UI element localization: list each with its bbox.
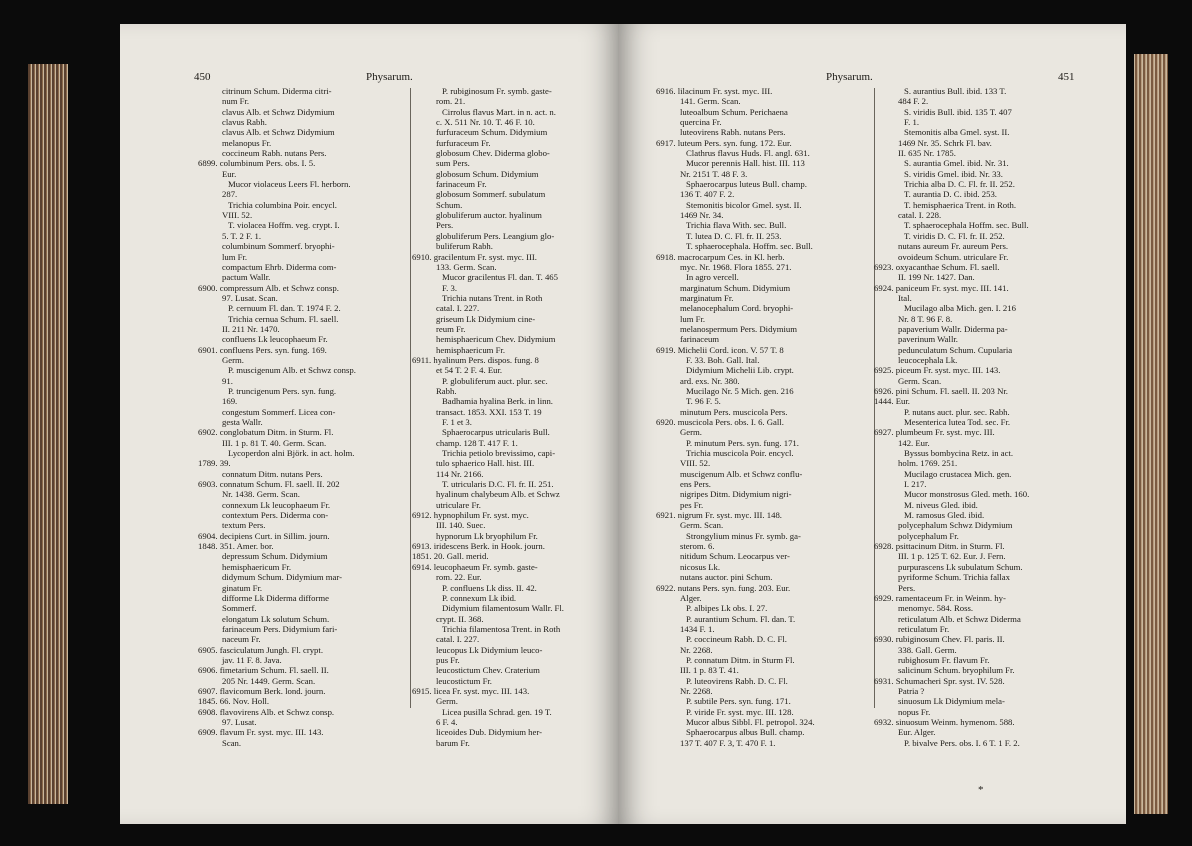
text-line: In agro vercell. bbox=[686, 272, 739, 283]
text-line: buliferum Rabh. bbox=[436, 241, 493, 252]
text-line: 6906. fimetarium Schum. Fl. saell. II. bbox=[198, 665, 329, 676]
text-line: 6918. macrocarpum Ces. in Kl. herb. bbox=[656, 251, 785, 262]
text-line: T. 96 F. 5. bbox=[686, 396, 721, 407]
text-line: 6907. flavicomum Berk. lond. journ. bbox=[198, 685, 326, 696]
text-line: rom. 22. Eur. bbox=[436, 572, 482, 583]
text-line: Clathrus flavus Huds. Fl. angl. 631. bbox=[686, 148, 810, 159]
text-line: Mucor monstrosus Gled. meth. 160. bbox=[904, 489, 1030, 500]
text-line: III. 1 p. 125 T. 62. Eur. J. Fern. bbox=[898, 551, 1006, 562]
text-line: 1848. 351. Amer. bor. bbox=[198, 541, 274, 552]
text-line: didymum Schum. Didymium mar- bbox=[222, 572, 342, 583]
text-line: Germ. bbox=[222, 354, 244, 365]
text-line: P. muscigenum Alb. et Schwz consp. bbox=[228, 365, 356, 376]
text-line: gesta Wallr. bbox=[222, 417, 263, 427]
text-line: 6931. Schumacheri Spr. syst. IV. 528. bbox=[874, 675, 1005, 686]
text-line: T. lutea D. C. Fl. fr. II. 253. bbox=[686, 230, 782, 241]
text-line: minutum Pers. muscicola Pers. bbox=[680, 406, 788, 417]
text-line: F. 1 et 3. bbox=[442, 417, 472, 427]
text-line: 205 Nr. 1449. Germ. Scan. bbox=[222, 675, 316, 686]
text-line: Stemonitis alba Gmel. syst. II. bbox=[904, 127, 1010, 138]
text-line: 114 Nr. 2166. bbox=[436, 468, 484, 479]
text-line: globuliferum auctor. hyalinum bbox=[436, 210, 542, 221]
text-line: nutans aureum Fr. aureum Pers. bbox=[898, 241, 1009, 252]
text-line: nitidum Schum. Leocarpus ver- bbox=[680, 551, 790, 562]
text-line: hypnorum Lk bryophilum Fr. bbox=[436, 530, 538, 541]
text-line: Ital. bbox=[898, 292, 912, 303]
text-line: transact. 1853. XXI. 153 T. 19 bbox=[436, 406, 542, 417]
text-line: hemisphaericum Fr. bbox=[222, 561, 292, 572]
text-line: Nr. 2268. bbox=[680, 685, 713, 696]
text-line: clavus Rabh. bbox=[222, 117, 267, 128]
text-line: F. 1. bbox=[904, 117, 919, 128]
text-line: M. ramosus Gled. ibid. bbox=[904, 510, 985, 521]
text-line: P. confluens Lk diss. II. 42. bbox=[442, 582, 537, 593]
text-line: liceoides Dub. Didymium her- bbox=[436, 727, 542, 738]
text-line: Sphaerocarpus albus Bull. champ. bbox=[686, 727, 805, 738]
text-line: Germ. bbox=[436, 696, 458, 707]
text-line: Trichia muscicola Poir. encycl. bbox=[686, 448, 794, 459]
text-line: reticulatum Alb. et Schwz Diderma bbox=[898, 613, 1021, 624]
text-line: III. 1 p. 83 T. 41. bbox=[680, 665, 739, 676]
text-line: T. sphaerocephala Hoffm. sec. Bull. bbox=[904, 220, 1029, 231]
text-line: clavus Alb. et Schwz Didymium bbox=[222, 106, 335, 117]
text-line: II. 635 Nr. 1785. bbox=[898, 148, 956, 159]
left-page-edges bbox=[28, 64, 68, 804]
text-line: Patria ? bbox=[898, 685, 925, 696]
text-line: clavus Alb. et Schwz Didymium bbox=[222, 127, 335, 138]
text-line: 6903. connatum Schum. Fl. saell. II. 202 bbox=[198, 479, 340, 490]
text-line: Byssus bombycina Retz. in act. bbox=[904, 448, 1014, 459]
text-line: Eur. bbox=[222, 168, 237, 179]
text-line: muscigenum Alb. et Schwz conflu- bbox=[680, 468, 803, 479]
text-line: globosum Schum. Didymium bbox=[436, 168, 539, 179]
text-line: connatum Ditm. nutans Pers. bbox=[222, 468, 323, 479]
text-line: furfuraceum Schum. Didymium bbox=[436, 127, 548, 138]
text-line: Mucor violaceus Leers Fl. herborn. bbox=[228, 179, 351, 190]
text-line: T. viridis D. C. Fl. fr. II. 252. bbox=[904, 230, 1005, 241]
text-line: congestum Sommerf. Licea con- bbox=[222, 406, 336, 417]
text-line: 6913. iridescens Berk. in Hook. journ. bbox=[412, 541, 545, 552]
text-line: Didymium filamentosum Wallr. Fl. bbox=[442, 603, 564, 614]
text-line: luteovirens Rabh. nutans Pers. bbox=[680, 127, 786, 138]
text-line: 6 F. 4. bbox=[436, 716, 458, 727]
text-line: ginatum Fr. bbox=[222, 582, 263, 593]
right-page bbox=[618, 24, 1126, 824]
text-line: Lycoperdon alni Björk. in act. holm. bbox=[228, 448, 355, 459]
text-line: 6932. sinuosum Weinm. hymenom. 588. bbox=[874, 716, 1015, 727]
text-line: pes Fr. bbox=[680, 499, 704, 510]
text-line: catal. I. 228. bbox=[898, 210, 942, 221]
text-line: Mesenterica lutea Tod. sec. Fr. bbox=[904, 417, 1011, 427]
text-line: ens Pers. bbox=[680, 479, 711, 490]
text-line: Rabh. bbox=[436, 385, 457, 396]
text-line: textum Pers. bbox=[222, 520, 266, 531]
left-page bbox=[120, 24, 620, 824]
running-head-left: Physarum. bbox=[366, 71, 413, 83]
text-line: champ. 128 T. 417 F. 1. bbox=[436, 437, 518, 448]
text-line: S. viridis Gmel. ibid. Nr. 33. bbox=[904, 168, 1003, 179]
text-line: 1851. 20. Gall. merid. bbox=[412, 551, 489, 562]
right-page-column-1 bbox=[656, 86, 872, 748]
text-line: globosum Chev. Diderma globo- bbox=[436, 148, 550, 159]
text-line: Trichia columbina Poir. encycl. bbox=[228, 199, 337, 210]
text-line: Alger. bbox=[680, 592, 702, 603]
text-line: P. bivalve Pers. obs. I. 6 T. 1 F. 2. bbox=[904, 737, 1020, 748]
text-line: T. sphaerocephala. Hoffm. sec. Bull. bbox=[686, 241, 813, 252]
text-line: naceum Fr. bbox=[222, 634, 261, 645]
text-line: Mucilago alba Mich. gen. I. 216 bbox=[904, 303, 1016, 314]
text-line: difforme Lk Diderma difforme bbox=[222, 592, 330, 603]
text-line: 6904. decipiens Curt. in Sillim. journ. bbox=[198, 530, 330, 541]
text-line: quercina Fr. bbox=[680, 117, 722, 128]
text-line: 1469 Nr. 34. bbox=[680, 210, 724, 221]
text-line: myc. Nr. 1968. Flora 1855. 271. bbox=[680, 261, 792, 272]
text-line: pyriforme Schum. Trichia fallax bbox=[898, 572, 1010, 583]
text-line: 6905. fasciculatum Jungh. Fl. crypt. bbox=[198, 644, 323, 655]
text-line: P. albipes Lk obs. I. 27. bbox=[686, 603, 768, 614]
text-line: P. nutans auct. plur. sec. Rabh. bbox=[904, 406, 1010, 417]
text-line: III. 1 p. 81 T. 40. Germ. Scan. bbox=[222, 437, 327, 448]
text-line: 6911. hyalinum Pers. dispos. fung. 8 bbox=[412, 354, 539, 365]
text-line: papaverium Wallr. Diderma pa- bbox=[898, 323, 1008, 334]
text-line: 287. bbox=[222, 189, 238, 200]
text-line: 6902. conglobatum Ditm. in Sturm. Fl. bbox=[198, 427, 334, 438]
text-line: citrinum Schum. Diderma citri- bbox=[222, 86, 332, 96]
text-line: Eur. Alger. bbox=[898, 727, 936, 738]
text-line: 6914. leucophaeum Fr. symb. gaste- bbox=[412, 561, 538, 572]
text-line: 1434 F. 1. bbox=[680, 623, 715, 634]
text-line: Didymium Michelii Lib. crypt. bbox=[686, 365, 794, 376]
text-line: columbinum Sommerf. bryophi- bbox=[222, 241, 335, 252]
text-line: sum Pers. bbox=[436, 158, 470, 169]
text-line: Licea pusilla Schrad. gen. 19 T. bbox=[442, 706, 552, 717]
text-line: leucopus Lk Didymium leuco- bbox=[436, 644, 543, 655]
text-line: hemisphaericum Fr. bbox=[436, 344, 506, 355]
text-line: P. globuliferum auct. plur. sec. bbox=[442, 375, 548, 386]
text-line: Stemonitis bicolor Gmel. syst. II. bbox=[686, 199, 802, 210]
left-page-column-2 bbox=[412, 86, 612, 748]
text-line: holm. 1769. 251. bbox=[898, 458, 958, 469]
text-line: 6922. nutans Pers. syn. fung. 203. Eur. bbox=[656, 582, 791, 593]
text-line: Trichia flava With. sec. Bull. bbox=[686, 220, 787, 231]
text-line: P. cernuum Fl. dan. T. 1974 F. 2. bbox=[228, 303, 341, 314]
text-line: Schum. bbox=[436, 199, 463, 210]
text-line: 6919. Michelii Cord. icon. V. 57 T. 8 bbox=[656, 344, 784, 355]
text-line: ard. exs. Nr. 380. bbox=[680, 375, 740, 386]
text-line: nutans auctor. pini Schum. bbox=[680, 572, 773, 583]
text-line: 6901. confluens Pers. syn. fung. 169. bbox=[198, 344, 327, 355]
text-line: marginatum Fr. bbox=[680, 292, 734, 303]
text-line: S. viridis Bull. ibid. 135 T. 407 bbox=[904, 106, 1012, 117]
signature-mark: * bbox=[978, 784, 984, 796]
text-line: reum Fr. bbox=[436, 323, 466, 334]
text-line: T. aurantia D. C. ibid. 253. bbox=[904, 189, 997, 200]
text-line: I. 217. bbox=[904, 479, 927, 490]
text-line: catal. I. 227. bbox=[436, 634, 480, 645]
text-line: farinaceum Pers. Didymium fari- bbox=[222, 623, 338, 634]
text-line: purpurascens Lk subulatum Schum. bbox=[898, 561, 1023, 572]
text-line: S. aurantius Bull. ibid. 133 T. bbox=[904, 86, 1007, 96]
text-line: T. hemisphaerica Trent. in Roth. bbox=[904, 199, 1017, 210]
text-line: 6926. pini Schum. Fl. saell. II. 203 Nr. bbox=[874, 385, 1008, 396]
text-line: 6923. oxyacanthae Schum. Fl. saell. bbox=[874, 261, 1000, 272]
text-line: 6909. flavum Fr. syst. myc. III. 143. bbox=[198, 727, 324, 738]
text-line: P. subtile Pers. syn. fung. 171. bbox=[686, 696, 791, 707]
text-line: leucostictum Fr. bbox=[436, 675, 492, 686]
text-line: VIII. 52. bbox=[680, 458, 711, 469]
text-line: furfuraceum Fr. bbox=[436, 137, 491, 148]
text-line: Badhamia hyalina Berk. in linn. bbox=[442, 396, 553, 407]
text-line: T. violacea Hoffm. veg. crypt. I. bbox=[228, 220, 340, 231]
text-line: ovoideum Schum. utriculare Fr. bbox=[898, 251, 1009, 262]
text-line: Cirrolus flavus Mart. in n. act. n. bbox=[442, 106, 556, 117]
page-number-left: 450 bbox=[194, 71, 211, 83]
text-line: barum Fr. bbox=[436, 737, 470, 748]
text-line: Germ. bbox=[680, 427, 702, 438]
text-line: III. 140. Suec. bbox=[436, 520, 486, 531]
text-line: Nr. 2151 T. 48 F. 3. bbox=[680, 168, 748, 179]
text-line: Trichia filamentosa Trent. in Roth bbox=[442, 623, 561, 634]
text-line: 97. Lusat. bbox=[222, 716, 257, 727]
text-line: nicosus Lk. bbox=[680, 561, 721, 572]
text-line: 1469 Nr. 35. Schrk Fl. bav. bbox=[898, 137, 992, 148]
text-line: leucocephala Lk. bbox=[898, 354, 958, 365]
text-line: 133. Germ. Scan. bbox=[436, 261, 497, 272]
text-line: rom. 21. bbox=[436, 96, 466, 107]
text-line: 6928. psittacinum Ditm. in Sturm. Fl. bbox=[874, 541, 1005, 552]
page-number-right: 451 bbox=[1058, 71, 1075, 83]
text-line: 97. Lusat. Scan. bbox=[222, 292, 278, 303]
text-line: farinaceum bbox=[680, 334, 720, 345]
text-line: compactum Ehrb. Diderma com- bbox=[222, 261, 337, 272]
text-line: 6912. hypnophilum Fr. syst. myc. bbox=[412, 510, 529, 521]
text-line: Nr. 2268. bbox=[680, 644, 713, 655]
text-line: griseum Lk Didymium cine- bbox=[436, 313, 536, 324]
text-line: Sphaerocarpus luteus Bull. champ. bbox=[686, 179, 807, 190]
text-line: 91. bbox=[222, 375, 233, 386]
text-line: luteoalbum Schum. Perichaena bbox=[680, 106, 788, 117]
text-line: Mucilago crustacea Mich. gen. bbox=[904, 468, 1012, 479]
text-line: Sphaerocarpus utricularis Bull. bbox=[442, 427, 550, 438]
text-line: coccineum Rabh. nutans Pers. bbox=[222, 148, 327, 159]
text-line: hemisphaericum Chev. Didymium bbox=[436, 334, 556, 345]
text-line: 6908. flavovirens Alb. et Schwz consp. bbox=[198, 706, 335, 717]
text-line: 6917. luteum Pers. syn. fung. 172. Eur. bbox=[656, 137, 792, 148]
text-line: 6899. columbinum Pers. obs. I. 5. bbox=[198, 158, 316, 169]
text-line: 6925. piceum Fr. syst. myc. III. 143. bbox=[874, 365, 1001, 376]
text-line: Scan. bbox=[222, 737, 242, 748]
text-line: connexum Lk leucophaeum Fr. bbox=[222, 499, 331, 510]
text-line: catal. I. 227. bbox=[436, 303, 480, 314]
text-line: Sommerf. bbox=[222, 603, 257, 614]
text-line: crypt. II. 368. bbox=[436, 613, 484, 624]
text-line: lum Fr. bbox=[222, 251, 248, 262]
left-page-column-1 bbox=[198, 86, 408, 748]
text-line: Trichia nutans Trent. in Roth bbox=[442, 292, 543, 303]
text-line: Nr. 8 T. 96 F. 8. bbox=[898, 313, 953, 324]
text-line: globuliferum Pers. Leangium glo- bbox=[436, 230, 555, 241]
text-line: F. 33. Boh. Gall. Ital. bbox=[686, 354, 760, 365]
text-line: Germ. Scan. bbox=[898, 375, 942, 386]
text-line: paverinum Wallr. bbox=[898, 334, 958, 345]
text-line: 6929. ramentaceum Fr. in Weinm. hy- bbox=[874, 592, 1006, 603]
text-line: P. aurantium Schum. Fl. dan. T. bbox=[686, 613, 796, 624]
text-line: P. coccineum Rabh. D. C. Fl. bbox=[686, 634, 787, 645]
text-line: pedunculatum Schum. Cupularia bbox=[898, 344, 1013, 355]
text-line: II. 199 Nr. 1427. Dan. bbox=[898, 272, 975, 283]
text-line: S. aurantia Gmel. ibid. Nr. 31. bbox=[904, 158, 1009, 169]
text-line: Mucor gracilentus Fl. dan. T. 465 bbox=[442, 272, 558, 283]
text-line: marginatum Schum. Didymium bbox=[680, 282, 791, 293]
text-line: reticulatum Fr. bbox=[898, 623, 950, 634]
text-line: farinaceum Fr. bbox=[436, 179, 487, 190]
text-line: nopus Fr. bbox=[898, 706, 931, 717]
text-line: 6916. lilacinum Fr. syst. myc. III. bbox=[656, 86, 773, 96]
text-line: jav. 11 F. 8. Java. bbox=[222, 654, 282, 665]
text-line: melanopus Fr. bbox=[222, 137, 272, 148]
text-line: 1789. 39. bbox=[198, 458, 231, 469]
text-line: 136 T. 407 F. 2. bbox=[680, 189, 735, 200]
text-line: II. 211 Nr. 1470. bbox=[222, 323, 280, 334]
text-line: salicinum Schum. bryophilum Fr. bbox=[898, 665, 1015, 676]
text-line: globosum Sommerf. subulatum bbox=[436, 189, 546, 200]
text-line: 6930. rubiginosum Chev. Fl. paris. II. bbox=[874, 634, 1005, 645]
text-line: 6924. paniceum Fr. syst. myc. III. 141. bbox=[874, 282, 1009, 293]
text-line: melanospermum Pers. Didymium bbox=[680, 323, 798, 334]
text-line: num Fr. bbox=[222, 96, 250, 107]
text-line: rubighosum Fr. flavum Fr. bbox=[898, 654, 990, 665]
text-line: pus Fr. bbox=[436, 654, 460, 665]
text-line: P. rubiginosum Fr. symb. gaste- bbox=[442, 86, 552, 96]
text-line: Germ. Scan. bbox=[680, 520, 724, 531]
text-line: Pers. bbox=[436, 220, 454, 231]
text-line: Nr. 1438. Germ. Scan. bbox=[222, 489, 300, 500]
text-line: tulo sphaerico Hall. hist. III. bbox=[436, 458, 535, 469]
text-line: P. minutum Pers. syn. fung. 171. bbox=[686, 437, 799, 448]
text-line: P. truncigenum Pers. syn. fung. bbox=[228, 385, 337, 396]
text-line: Mucilago Nr. 5 Mich. gen. 216 bbox=[686, 385, 794, 396]
text-line: 6927. plumbeum Fr. syst. myc. III. bbox=[874, 427, 995, 438]
text-line: 5. T. 2 F. 1. bbox=[222, 230, 262, 241]
text-line: melanocephalum Cord. bryophi- bbox=[680, 303, 794, 314]
text-line: sinuosum Lk Didymium mela- bbox=[898, 696, 1005, 707]
text-line: 6921. nigrum Fr. syst. myc. III. 148. bbox=[656, 510, 782, 521]
text-line: 6910. gracilentum Fr. syst. myc. III. bbox=[412, 251, 537, 262]
text-line: polycephalum Fr. bbox=[898, 530, 959, 541]
text-line: P. connexum Lk ibid. bbox=[442, 592, 517, 603]
text-line: utriculare Fr. bbox=[436, 499, 481, 510]
text-line: 137 T. 407 F. 3, T. 470 F. 1. bbox=[680, 737, 776, 748]
text-line: Mucor albus Sibbl. Fl. petropol. 324. bbox=[686, 716, 815, 727]
text-line: 484 F. 2. bbox=[898, 96, 929, 107]
text-line: lum Fr. bbox=[680, 313, 706, 324]
text-line: M. niveus Gled. ibid. bbox=[904, 499, 978, 510]
text-line: 1845. 66. Nov. Holl. bbox=[198, 696, 270, 707]
text-line: P. viride Fr. syst. myc. III. 128. bbox=[686, 706, 794, 717]
text-line: 6900. compressum Alb. et Schwz consp. bbox=[198, 282, 339, 293]
running-head-right: Physarum. bbox=[826, 71, 873, 83]
text-line: Trichia cernua Schum. Fl. saell. bbox=[228, 313, 339, 324]
text-line: T. utricularis D.C. Fl. fr. II. 251. bbox=[442, 479, 554, 490]
text-line: et 54 T. 2 F. 4. Eur. bbox=[436, 365, 503, 376]
text-line: 1444. Eur. bbox=[874, 396, 910, 407]
text-line: confluens Lk leucophaeum Fr. bbox=[222, 334, 328, 345]
text-line: c. X. 511 Nr. 10. T. 46 F. 10. bbox=[436, 117, 535, 128]
text-line: menomyc. 584. Ross. bbox=[898, 603, 974, 614]
text-line: elongatum Lk solutum Schum. bbox=[222, 613, 330, 624]
text-line: nigripes Ditm. Didymium nigri- bbox=[680, 489, 792, 500]
column-divider-left bbox=[410, 88, 411, 708]
open-book bbox=[28, 24, 1168, 834]
text-line: Trichia petiolo brevissimo, capi- bbox=[442, 448, 556, 459]
text-line: Strongylium minus Fr. symb. ga- bbox=[686, 530, 801, 541]
text-line: F. 3. bbox=[442, 282, 457, 293]
text-line: P. connatum Ditm. in Sturm Fl. bbox=[686, 654, 795, 665]
text-line: polycephalum Schwz Didymium bbox=[898, 520, 1013, 531]
text-line: depressum Schum. Didymium bbox=[222, 551, 328, 562]
text-line: sterom. 6. bbox=[680, 541, 715, 552]
text-line: pactum Wallr. bbox=[222, 272, 271, 283]
text-line: Pers. bbox=[898, 582, 916, 593]
text-line: Trichia alba D. C. Fl. fr. II. 252. bbox=[904, 179, 1015, 190]
text-line: 6920. muscicola Pers. obs. I. 6. Gall. bbox=[656, 417, 784, 427]
text-line: hyalinum chalybeum Alb. et Schwz bbox=[436, 489, 560, 500]
text-line: P. luteovirens Rabh. D. C. Fl. bbox=[686, 675, 788, 686]
text-line: 169. bbox=[222, 396, 238, 407]
text-line: 141. Germ. Scan. bbox=[680, 96, 741, 107]
text-line: contextum Pers. Diderma con- bbox=[222, 510, 329, 521]
text-line: Mucor perennis Hall. hist. III. 113 bbox=[686, 158, 805, 169]
text-line: 6915. licea Fr. syst. myc. III. 143. bbox=[412, 685, 530, 696]
text-line: leucostictum Chev. Craterium bbox=[436, 665, 540, 676]
right-page-column-2 bbox=[874, 86, 1084, 748]
text-line: 338. Gall. Germ. bbox=[898, 644, 957, 655]
text-line: 142. Eur. bbox=[898, 437, 930, 448]
text-line: VIII. 52. bbox=[222, 210, 253, 221]
right-page-edges bbox=[1134, 54, 1168, 814]
